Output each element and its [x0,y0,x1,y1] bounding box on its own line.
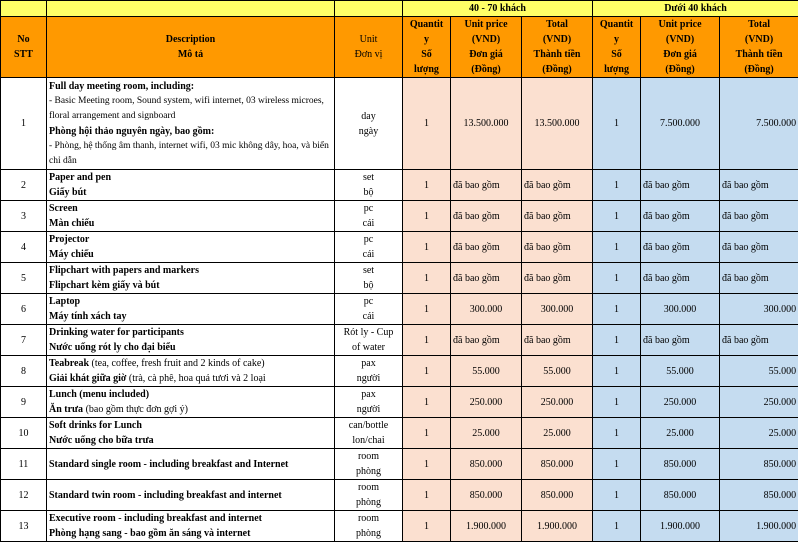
quantity-under-40: 1 [593,480,641,511]
unit-text: pax người [357,389,381,415]
unit-text: can/bottle lon/chai [349,420,388,446]
desc-main: Soft drinks for Lunch [49,420,142,431]
row-number: 4 [1,232,47,263]
total-40-70: đã bao gồm [522,170,593,201]
unit-price-under-40: đã bao gồm [641,325,720,356]
table-row [1,232,798,263]
desc-main: Drinking water for participants [49,327,184,338]
unit-text: pc cái [363,203,375,229]
unit-text: pax người [357,358,381,384]
desc-main: Lunch (menu included) [49,389,149,400]
table-row [1,449,798,480]
unit-price-under-40: đã bao gồm [641,232,720,263]
desc-main-vi: Màn chiếu [49,218,94,229]
desc-main-vi: Giải khát giữa giờ [49,373,126,384]
unit-price-40-70: đã bao gồm [451,170,522,201]
total-40-70: 250.000 [522,387,593,418]
row-number: 9 [1,387,47,418]
total-under-40: 1.900.000 [720,511,798,542]
table-row [1,387,798,418]
table-row [1,170,798,201]
unit-text: room phòng [356,482,381,508]
desc-line-en [49,511,332,526]
col-unit-price-header: Unit price (VND) Đơn giá (Đồng) [641,17,720,78]
desc-sub: - Basic Meeting room, Sound system, wifi internet, 03 wireless microes, floral arrangement and signboard [49,94,332,124]
unit-price-40-70: đã bao gồm [451,263,522,294]
total-40-70: đã bao gồm [522,201,593,232]
unit-price-under-40: đã bao gồm [641,263,720,294]
table-row [1,480,798,511]
desc-line-en [49,457,332,472]
quantity-40-70: 1 [403,480,451,511]
total-40-70: đã bao gồm [522,232,593,263]
quantity-40-70: 1 [403,263,451,294]
desc-line-en [49,294,332,309]
row-unit [335,170,403,201]
unit-price-40-70: 300.000 [451,294,522,325]
unit-price-under-40: đã bao gồm [641,170,720,201]
desc-main: Standard single room - including breakfast and Internet [49,459,288,470]
row-description [47,263,335,294]
desc-main-vi: Ăn trưa [49,404,83,415]
desc-main-vi: Phòng hạng sang - bao gồm ăn sáng và internet [49,528,250,539]
row-unit [335,263,403,294]
unit-text: set bộ [363,172,374,198]
desc-line-vi [49,340,332,355]
unit-text: room phòng [356,451,381,477]
row-description [47,449,335,480]
row-unit [335,294,403,325]
row-description [47,294,335,325]
unit-price-40-70: đã bao gồm [451,232,522,263]
table-row [1,325,798,356]
table-row [1,356,798,387]
table-row [1,201,798,232]
col-quantity-header: Quantit y Số lượng [593,17,641,78]
desc-main-vi: Phòng hội thảo nguyên ngày, bao gồm: [49,126,214,137]
desc-line-vi [49,309,332,324]
table-row [1,418,798,449]
desc-line-en [49,356,332,371]
quantity-under-40: 1 [593,201,641,232]
total-under-40: đã bao gồm [720,325,798,356]
quantity-under-40: 1 [593,78,641,170]
blank-cell [1,1,47,17]
unit-text: pc cái [363,296,375,322]
desc-line-en [49,170,332,185]
quantity-under-40: 1 [593,356,641,387]
quantity-under-40: 1 [593,418,641,449]
total-under-40: 250.000 [720,387,798,418]
unit-price-40-70: 25.000 [451,418,522,449]
unit-price-under-40: 300.000 [641,294,720,325]
desc-line-vi [49,278,332,293]
total-under-40: 25.000 [720,418,798,449]
unit-price-under-40: 850.000 [641,480,720,511]
unit-price-40-70: 250.000 [451,387,522,418]
table-row [1,78,798,170]
quantity-40-70: 1 [403,170,451,201]
unit-price-40-70: 850.000 [451,480,522,511]
desc-main-vi: Nước uống rót ly cho đại biểu [49,342,176,353]
col-unit-price-header: Unit price (VND) Đơn giá (Đồng) [451,17,522,78]
row-unit [335,511,403,542]
row-unit [335,325,403,356]
desc-sub-vi: - Phòng, hệ thống âm thanh, internet wifi, 03 mic không dây, hoa, và biển chỉ dẫn [49,139,332,169]
quantity-under-40: 1 [593,511,641,542]
group-under-40-header: Dưới 40 khách [593,1,798,17]
unit-text: set bộ [363,265,374,291]
total-under-40: đã bao gồm [720,201,798,232]
quantity-40-70: 1 [403,356,451,387]
total-40-70: 1.900.000 [522,511,593,542]
row-unit [335,418,403,449]
row-unit [335,356,403,387]
quantity-under-40: 1 [593,387,641,418]
total-under-40: 7.500.000 [720,78,798,170]
unit-price-40-70: 13.500.000 [451,78,522,170]
quantity-40-70: 1 [403,418,451,449]
row-number: 1 [1,78,47,170]
table-row [1,511,798,542]
unit-price-under-40: 55.000 [641,356,720,387]
unit-text: day ngày [359,111,378,137]
unit-price-under-40: 25.000 [641,418,720,449]
quantity-under-40: 1 [593,325,641,356]
total-40-70: 850.000 [522,449,593,480]
quantity-under-40: 1 [593,170,641,201]
row-number: 12 [1,480,47,511]
unit-price-40-70: đã bao gồm [451,325,522,356]
total-40-70: đã bao gồm [522,263,593,294]
row-description [47,232,335,263]
unit-text: Rót ly - Cup of water [344,327,394,353]
row-number: 11 [1,449,47,480]
desc-extra-vi: (bao gồm thực đơn gợi ý) [83,404,188,415]
blank-cell [47,1,335,17]
row-description [47,480,335,511]
row-number: 5 [1,263,47,294]
col-total-header: Total (VND) Thành tiền (Đồng) [720,17,798,78]
desc-main-vi: Máy chiếu [49,249,94,260]
quantity-40-70: 1 [403,294,451,325]
total-40-70: đã bao gồm [522,325,593,356]
desc-line-en [49,325,332,340]
total-40-70: 850.000 [522,480,593,511]
quantity-40-70: 1 [403,325,451,356]
desc-main-vi: Nước uống cho bữa trưa [49,435,154,446]
group-header-row [1,1,798,17]
desc-extra-vi: (trà, cà phê, hoa quả tươi và 2 loại [126,373,265,384]
desc-main-vi: Flipchart kèm giấy và bút [49,280,160,291]
row-description [47,325,335,356]
col-unit-header: Unit Đơn vị [335,17,403,78]
blank-cell [335,1,403,17]
desc-main: Projector [49,234,89,245]
row-unit [335,449,403,480]
desc-line-vi [49,526,332,541]
row-description [47,78,335,170]
desc-extra: (tea, coffee, fresh fruit and 2 kinds of cake) [89,358,265,369]
desc-line-en [49,79,332,94]
row-unit [335,480,403,511]
desc-line-vi [49,402,332,417]
total-under-40: 850.000 [720,449,798,480]
quantity-under-40: 1 [593,294,641,325]
desc-main: Screen [49,203,78,214]
desc-main: Flipchart with papers and markers [49,265,199,276]
desc-main: Full day meeting room, including: [49,81,194,92]
quantity-40-70: 1 [403,387,451,418]
quantity-40-70: 1 [403,511,451,542]
desc-line-en [49,418,332,433]
unit-price-40-70: đã bao gồm [451,201,522,232]
quantity-40-70: 1 [403,449,451,480]
col-total-header: Total (VND) Thành tiền (Đồng) [522,17,593,78]
row-description [47,201,335,232]
desc-main-vi: Giấy bút [49,187,87,198]
total-under-40: đã bao gồm [720,170,798,201]
desc-line-vi [49,247,332,262]
total-under-40: 55.000 [720,356,798,387]
row-unit [335,387,403,418]
row-unit [335,78,403,170]
unit-price-under-40: đã bao gồm [641,201,720,232]
quantity-40-70: 1 [403,232,451,263]
row-unit [335,201,403,232]
unit-price-under-40: 250.000 [641,387,720,418]
row-description [47,387,335,418]
total-40-70: 13.500.000 [522,78,593,170]
desc-line-vi [49,433,332,448]
desc-line-vi [49,124,332,139]
total-under-40: 300.000 [720,294,798,325]
unit-price-under-40: 1.900.000 [641,511,720,542]
desc-line-en [49,488,332,503]
total-under-40: 850.000 [720,480,798,511]
unit-text: pc cái [363,234,375,260]
desc-line-vi [49,371,332,386]
row-number: 13 [1,511,47,542]
desc-main: Laptop [49,296,80,307]
unit-text: room phòng [356,513,381,539]
row-number: 7 [1,325,47,356]
unit-price-under-40: 850.000 [641,449,720,480]
table-row [1,294,798,325]
table-row [1,263,798,294]
desc-main: Paper and pen [49,172,111,183]
col-quantity-header: Quantit y Số lượng [403,17,451,78]
row-description [47,356,335,387]
desc-main: Executive room - including breakfast and internet [49,513,262,524]
row-number: 6 [1,294,47,325]
quantity-under-40: 1 [593,263,641,294]
desc-line-en [49,387,332,402]
row-description [47,418,335,449]
row-description [47,170,335,201]
unit-price-40-70: 850.000 [451,449,522,480]
total-40-70: 25.000 [522,418,593,449]
row-number: 8 [1,356,47,387]
total-under-40: đã bao gồm [720,232,798,263]
unit-price-under-40: 7.500.000 [641,78,720,170]
quantity-40-70: 1 [403,78,451,170]
quantity-under-40: 1 [593,232,641,263]
row-number: 2 [1,170,47,201]
quantity-40-70: 1 [403,201,451,232]
total-40-70: 300.000 [522,294,593,325]
desc-line-en [49,263,332,278]
desc-line-vi [49,216,332,231]
col-description-header: Description Mô tả [47,17,335,78]
col-no-header: No STT [1,17,47,78]
unit-price-40-70: 55.000 [451,356,522,387]
desc-main-vi: Máy tính xách tay [49,311,127,322]
row-number: 10 [1,418,47,449]
quantity-under-40: 1 [593,449,641,480]
row-unit [335,232,403,263]
row-description [47,511,335,542]
desc-main: Standard twin room - including breakfast and internet [49,490,282,501]
desc-line-vi [49,185,332,200]
total-under-40: đã bao gồm [720,263,798,294]
total-40-70: 55.000 [522,356,593,387]
group-40-70-header: 40 - 70 khách [403,1,593,17]
column-header-row [1,17,798,78]
desc-line-en [49,232,332,247]
desc-line-en [49,201,332,216]
row-number: 3 [1,201,47,232]
unit-price-40-70: 1.900.000 [451,511,522,542]
desc-main: Teabreak [49,358,89,369]
